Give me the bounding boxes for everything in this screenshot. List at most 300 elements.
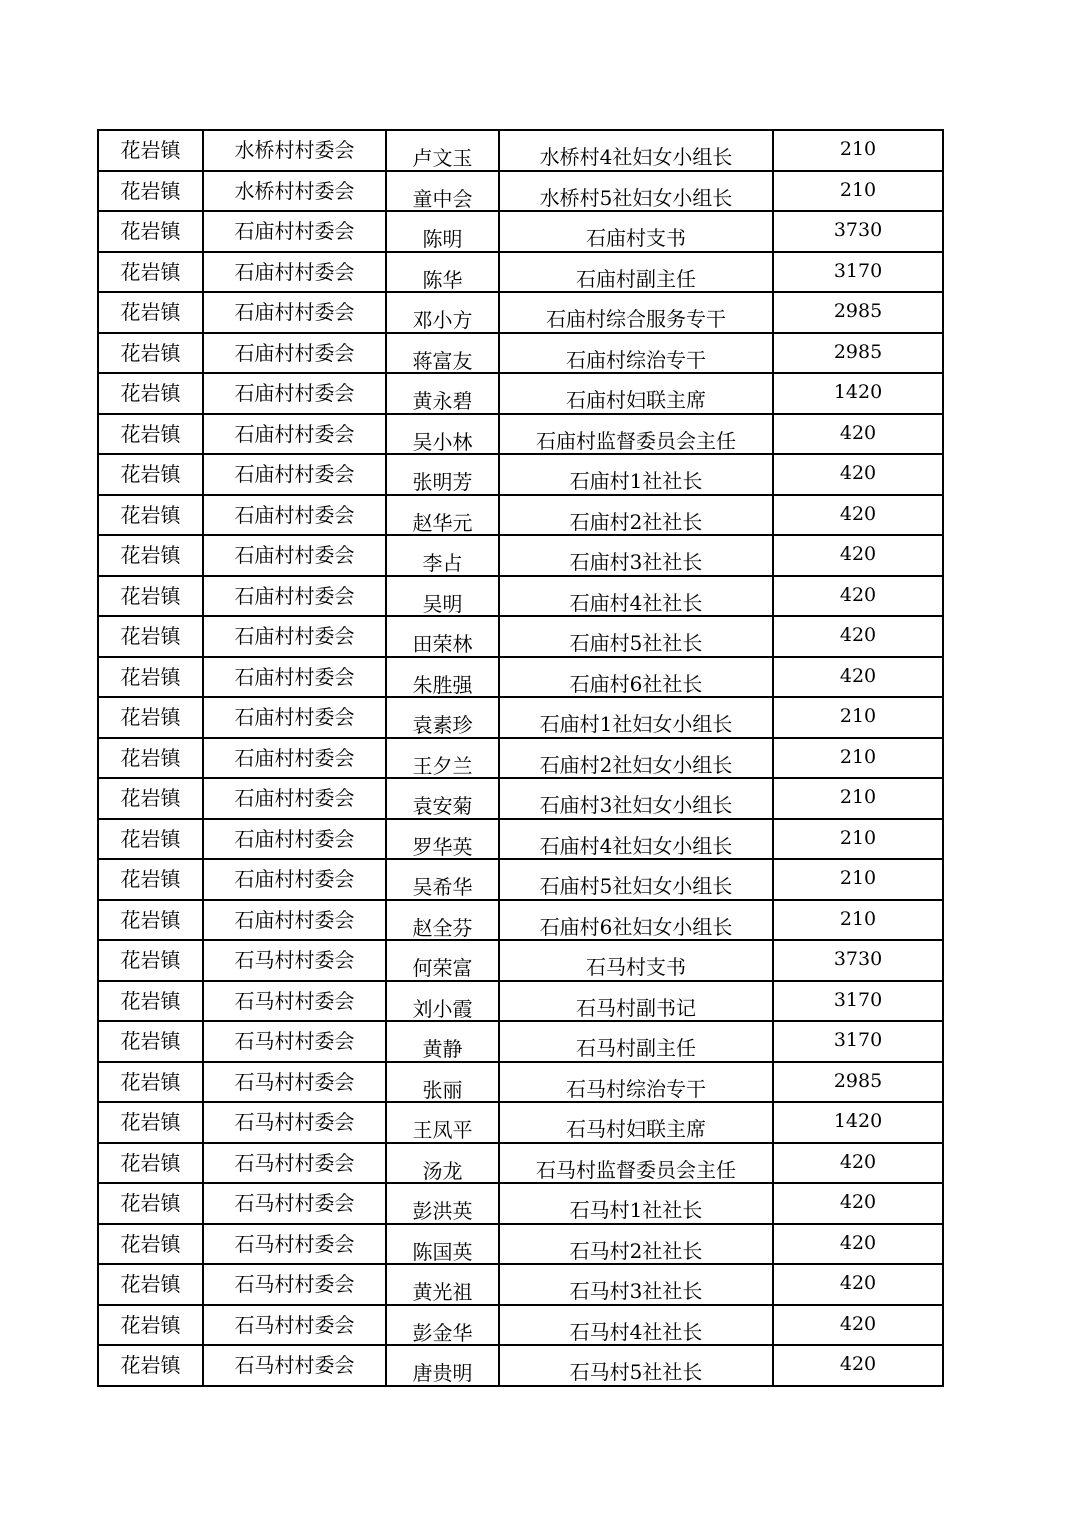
position-cell-text: 石马村副主任 [576,1036,696,1060]
village-committee-cell [203,900,386,941]
position-cell-text: 石庙村妇联主席 [566,388,706,412]
amount-cell [773,373,943,414]
table-row [98,657,943,698]
town-cell-text: 花岩镇 [120,259,181,284]
town-cell [98,1305,203,1346]
position-cell-text: 石马村监督委员会主任 [536,1157,736,1182]
position-cell [499,1305,773,1346]
town-cell-text: 花岩镇 [120,502,181,527]
town-cell-text: 花岩镇 [120,1029,181,1053]
town-cell-text: 花岩镇 [120,1312,181,1337]
town-cell [98,819,203,860]
position-cell [499,252,773,293]
person-name-cell-text: 黄永碧 [412,389,473,413]
amount-cell-text: 210 [839,745,877,768]
village-committee-cell [203,981,386,1022]
amount-cell-text: 420 [839,1312,877,1335]
amount-cell-text: 210 [839,705,877,727]
position-cell-text: 石庙村1社社长 [569,469,703,493]
town-cell [98,211,203,252]
person-name-cell [386,211,499,252]
village-committee-cell-text: 石马村村委会 [234,1069,355,1094]
position-cell [499,981,773,1022]
town-cell-text: 花岩镇 [120,340,181,365]
town-cell [98,616,203,657]
village-committee-cell-text: 石庙村村委会 [234,907,355,932]
village-committee-cell [203,738,386,779]
village-committee-cell-text: 石庙村村委会 [234,421,355,446]
amount-cell-text: 1420 [833,381,883,403]
amount-cell [773,333,943,374]
position-cell-text: 石马村副书记 [576,995,696,1020]
person-name-cell [386,738,499,779]
position-cell [499,697,773,738]
village-committee-cell [203,1183,386,1224]
table-row [98,697,943,738]
village-committee-cell-text: 石马村村委会 [234,1272,355,1296]
person-name-cell [386,1062,499,1103]
town-cell-text: 花岩镇 [120,462,181,486]
position-cell-text: 石庙村5社社长 [569,631,703,655]
amount-cell [773,252,943,293]
amount-cell-text: 2985 [833,1069,883,1092]
village-committee-cell-text: 石庙村村委会 [234,300,355,324]
town-cell-text: 花岩镇 [120,381,181,405]
position-cell-text: 石庙村5社妇女小组长 [539,874,733,898]
position-cell [499,819,773,860]
table-row [98,1305,943,1346]
table-row [98,1021,943,1062]
town-cell-text: 花岩镇 [120,138,181,162]
town-cell-text: 花岩镇 [120,1069,181,1094]
amount-cell [773,1264,943,1305]
person-name-cell-text: 唐贵明 [412,1361,473,1385]
position-cell-text: 石马村5社社长 [569,1360,703,1384]
position-cell [499,171,773,212]
town-cell-text: 花岩镇 [120,867,181,891]
village-committee-cell-text: 石庙村村委会 [234,583,355,608]
position-cell [499,940,773,981]
village-committee-cell-text: 石庙村村委会 [234,786,355,810]
position-cell-text: 石庙村综治专干 [566,347,706,372]
amount-cell [773,1305,943,1346]
amount-cell-text: 2985 [833,340,883,363]
position-cell [499,1143,773,1184]
table-row [98,1345,943,1386]
table-row [98,1062,943,1103]
town-cell [98,1102,203,1143]
position-cell-text: 石庙村6社社长 [569,671,703,696]
amount-cell-text: 420 [839,624,877,646]
table-row [98,1102,943,1143]
table-row [98,130,943,171]
town-cell [98,454,203,495]
table-row [98,495,943,536]
person-name-cell [386,616,499,657]
amount-cell [773,211,943,252]
amount-cell-text: 3170 [833,259,883,282]
table-row [98,900,943,941]
person-name-cell-text: 赵华元 [412,510,473,535]
table-row [98,1143,943,1184]
table-row [98,819,943,860]
village-committee-cell-text: 石马村村委会 [234,1029,355,1053]
table-row [98,1183,943,1224]
town-cell [98,333,203,374]
person-name-cell-text: 陈明 [422,227,463,251]
amount-cell [773,1021,943,1062]
person-name-cell [386,900,499,941]
amount-cell [773,738,943,779]
amount-cell-text: 210 [839,867,877,889]
person-name-cell-text: 吴小林 [412,429,473,454]
amount-cell-text: 210 [839,138,877,160]
amount-cell [773,1224,943,1265]
amount-cell-text: 210 [839,907,877,930]
town-cell [98,697,203,738]
amount-cell [773,1062,943,1103]
village-committee-cell-text: 石庙村村委会 [234,705,355,729]
village-committee-cell-text: 石庙村村委会 [234,826,355,851]
table-row [98,454,943,495]
town-cell-text: 花岩镇 [120,786,181,810]
person-name-cell-text: 彭金华 [412,1320,473,1345]
town-cell-text: 花岩镇 [120,1110,181,1134]
village-committee-cell-text: 石马村村委会 [234,948,355,972]
village-committee-cell-text: 石庙村村委会 [234,745,355,770]
person-name-cell-text: 黄静 [422,1037,463,1061]
town-cell [98,130,203,171]
village-committee-cell-text: 石庙村村委会 [234,219,355,243]
position-cell [499,1224,773,1265]
table-row [98,1224,943,1265]
position-cell-text: 石马村综治专干 [566,1076,706,1101]
town-cell-text: 花岩镇 [120,1191,181,1215]
town-cell [98,1345,203,1386]
town-cell [98,1062,203,1103]
position-cell [499,616,773,657]
person-name-cell-text: 田荣林 [412,632,473,656]
person-name-cell-text: 刘小霞 [412,996,473,1021]
person-name-cell [386,333,499,374]
town-cell [98,576,203,617]
person-name-cell [386,1021,499,1062]
village-committee-cell [203,657,386,698]
position-cell-text: 石庙村综合服务专干 [546,307,726,331]
amount-cell-text: 420 [839,1231,877,1254]
village-committee-cell-text: 水桥村村委会 [234,178,355,203]
village-committee-cell-text: 石庙村村委会 [234,543,355,567]
village-committee-cell [203,778,386,819]
position-cell-text: 石马村4社社长 [569,1319,703,1344]
table-row [98,1264,943,1305]
position-cell-text: 石庙村2社社长 [569,509,703,534]
position-cell [499,292,773,333]
amount-cell [773,819,943,860]
town-cell-text: 花岩镇 [120,178,181,203]
table-row [98,778,943,819]
amount-cell-text: 3170 [833,988,883,1011]
person-name-cell-text: 童中会 [412,186,473,211]
position-cell-text: 石马村支书 [586,955,686,979]
town-cell [98,981,203,1022]
village-committee-cell-text: 石马村村委会 [234,988,355,1013]
amount-cell [773,981,943,1022]
town-cell-text: 花岩镇 [120,988,181,1013]
town-cell-text: 花岩镇 [120,1150,181,1175]
village-committee-cell [203,252,386,293]
person-name-cell-text: 吴希华 [412,875,473,899]
village-committee-cell [203,1102,386,1143]
village-committee-cell [203,1345,386,1386]
village-committee-cell [203,333,386,374]
position-cell-text: 石庙村3社妇女小组长 [539,793,733,817]
village-committee-cell [203,1021,386,1062]
position-cell [499,1021,773,1062]
person-name-cell [386,576,499,617]
person-name-cell [386,1183,499,1224]
town-cell-text: 花岩镇 [120,705,181,729]
person-name-cell [386,1102,499,1143]
position-cell-text: 石庙村4社社长 [569,590,703,615]
amount-cell-text: 3730 [833,948,883,970]
position-cell [499,211,773,252]
table-row [98,252,943,293]
person-name-cell [386,373,499,414]
position-cell [499,1345,773,1386]
amount-cell-text: 3730 [833,219,883,241]
person-name-cell-text: 陈国英 [412,1239,473,1264]
village-committee-cell-text: 石马村村委会 [234,1353,355,1377]
village-committee-cell [203,1305,386,1346]
village-committee-cell [203,292,386,333]
village-committee-cell-text: 石马村村委会 [234,1150,355,1175]
table-row [98,414,943,455]
person-name-cell-text: 陈华 [422,267,463,292]
position-cell-text: 石庙村监督委员会主任 [536,428,736,453]
amount-cell [773,697,943,738]
amount-cell [773,657,943,698]
position-cell [499,859,773,900]
town-cell-text: 花岩镇 [120,543,181,567]
person-name-cell [386,940,499,981]
town-cell [98,414,203,455]
village-committee-cell [203,130,386,171]
person-name-cell [386,981,499,1022]
amount-cell-text: 420 [839,502,877,525]
position-cell-text: 石庙村3社社长 [569,550,703,574]
person-name-cell [386,414,499,455]
position-cell [499,454,773,495]
amount-cell [773,778,943,819]
table-row [98,292,943,333]
village-committee-cell [203,211,386,252]
village-committee-cell-text: 石庙村村委会 [234,462,355,486]
amount-cell-text: 210 [839,826,877,849]
position-cell-text: 石庙村2社妇女小组长 [539,752,733,777]
person-name-cell [386,697,499,738]
town-cell [98,900,203,941]
village-committee-cell-text: 石庙村村委会 [234,867,355,891]
person-name-cell [386,252,499,293]
town-cell [98,778,203,819]
amount-cell-text: 3170 [833,1029,883,1051]
amount-cell [773,900,943,941]
town-cell-text: 花岩镇 [120,948,181,972]
amount-cell [773,576,943,617]
town-cell-text: 花岩镇 [120,219,181,243]
amount-cell [773,1143,943,1184]
table-row [98,940,943,981]
position-cell-text: 水桥村5社妇女小组长 [539,185,733,210]
village-committee-cell-text: 石庙村村委会 [234,624,355,648]
village-committee-cell [203,171,386,212]
amount-cell-text: 2985 [833,300,883,322]
position-cell [499,373,773,414]
position-cell [499,900,773,941]
amount-cell-text: 420 [839,1191,877,1213]
amount-cell-text: 1420 [833,1110,883,1132]
town-cell-text: 花岩镇 [120,745,181,770]
town-cell [98,252,203,293]
person-name-cell [386,1345,499,1386]
town-cell [98,657,203,698]
person-name-cell-text: 邓小方 [412,308,473,332]
person-name-cell-text: 袁安菊 [412,794,473,818]
amount-cell-text: 420 [839,1150,877,1173]
position-cell [499,495,773,536]
table-row [98,333,943,374]
amount-cell [773,1102,943,1143]
table-row [98,981,943,1022]
village-committee-cell [203,414,386,455]
town-cell [98,1021,203,1062]
amount-cell-text: 420 [839,1353,877,1375]
amount-cell-text: 420 [839,1272,877,1294]
person-name-cell-text: 王夕兰 [412,753,473,778]
town-cell [98,1264,203,1305]
person-name-cell-text: 卢文玉 [412,146,473,170]
amount-cell [773,535,943,576]
village-committee-cell [203,616,386,657]
village-committee-cell-text: 石庙村村委会 [234,502,355,527]
person-name-cell-text: 彭洪英 [412,1199,473,1223]
amount-cell-text: 420 [839,583,877,606]
person-name-cell [386,1305,499,1346]
person-name-cell [386,778,499,819]
person-name-cell-text: 何荣富 [412,956,473,980]
person-name-cell [386,1143,499,1184]
amount-cell-text: 210 [839,178,877,201]
town-cell [98,1183,203,1224]
subsidy-table [97,129,944,1387]
person-name-cell [386,657,499,698]
town-cell [98,495,203,536]
amount-cell-text: 420 [839,462,877,484]
amount-cell-text: 420 [839,421,877,444]
person-name-cell-text: 张明芳 [412,470,473,494]
table-body [98,130,943,1386]
person-name-cell-text: 蒋富友 [412,348,473,373]
table-row [98,616,943,657]
town-cell-text: 花岩镇 [120,624,181,648]
village-committee-cell [203,576,386,617]
position-cell-text: 石马村1社社长 [569,1198,703,1222]
village-committee-cell [203,1062,386,1103]
position-cell [499,576,773,617]
position-cell [499,414,773,455]
position-cell [499,738,773,779]
amount-cell [773,292,943,333]
table-row [98,576,943,617]
town-cell [98,1143,203,1184]
village-committee-cell [203,535,386,576]
village-committee-cell [203,373,386,414]
village-committee-cell-text: 石庙村村委会 [234,259,355,284]
town-cell [98,1224,203,1265]
person-name-cell-text: 赵全芬 [412,915,473,940]
person-name-cell [386,535,499,576]
position-cell [499,1102,773,1143]
position-cell-text: 石庙村6社妇女小组长 [539,914,733,939]
amount-cell [773,454,943,495]
table-row [98,211,943,252]
position-cell-text: 石马村2社社长 [569,1238,703,1263]
village-committee-cell [203,697,386,738]
person-name-cell [386,171,499,212]
village-committee-cell [203,454,386,495]
position-cell-text: 石庙村支书 [586,226,686,250]
village-committee-cell [203,859,386,900]
town-cell-text: 花岩镇 [120,664,181,689]
person-name-cell [386,1224,499,1265]
person-name-cell-text: 袁素珍 [412,713,473,737]
position-cell [499,1264,773,1305]
village-committee-cell-text: 石庙村村委会 [234,381,355,405]
person-name-cell-text: 王凤平 [412,1118,473,1142]
person-name-cell-text: 黄光祖 [412,1280,473,1304]
person-name-cell [386,859,499,900]
town-cell [98,171,203,212]
town-cell-text: 花岩镇 [120,1353,181,1377]
person-name-cell-text: 李占 [422,551,463,575]
town-cell-text: 花岩镇 [120,300,181,324]
town-cell [98,940,203,981]
town-cell [98,373,203,414]
table-row [98,738,943,779]
town-cell-text: 花岩镇 [120,583,181,608]
table-row [98,171,943,212]
town-cell [98,292,203,333]
position-cell-text: 水桥村4社妇女小组长 [539,145,733,169]
amount-cell [773,495,943,536]
village-committee-cell-text: 石马村村委会 [234,1191,355,1215]
person-name-cell [386,1264,499,1305]
amount-cell-text: 420 [839,664,877,687]
table-row [98,535,943,576]
village-committee-cell [203,940,386,981]
position-cell [499,130,773,171]
position-cell [499,1062,773,1103]
village-committee-cell-text: 石庙村村委会 [234,664,355,689]
town-cell [98,859,203,900]
village-committee-cell [203,1143,386,1184]
town-cell-text: 花岩镇 [120,1231,181,1256]
village-committee-cell-text: 石庙村村委会 [234,340,355,365]
position-cell-text: 石庙村副主任 [576,266,696,291]
position-cell [499,333,773,374]
position-cell [499,657,773,698]
